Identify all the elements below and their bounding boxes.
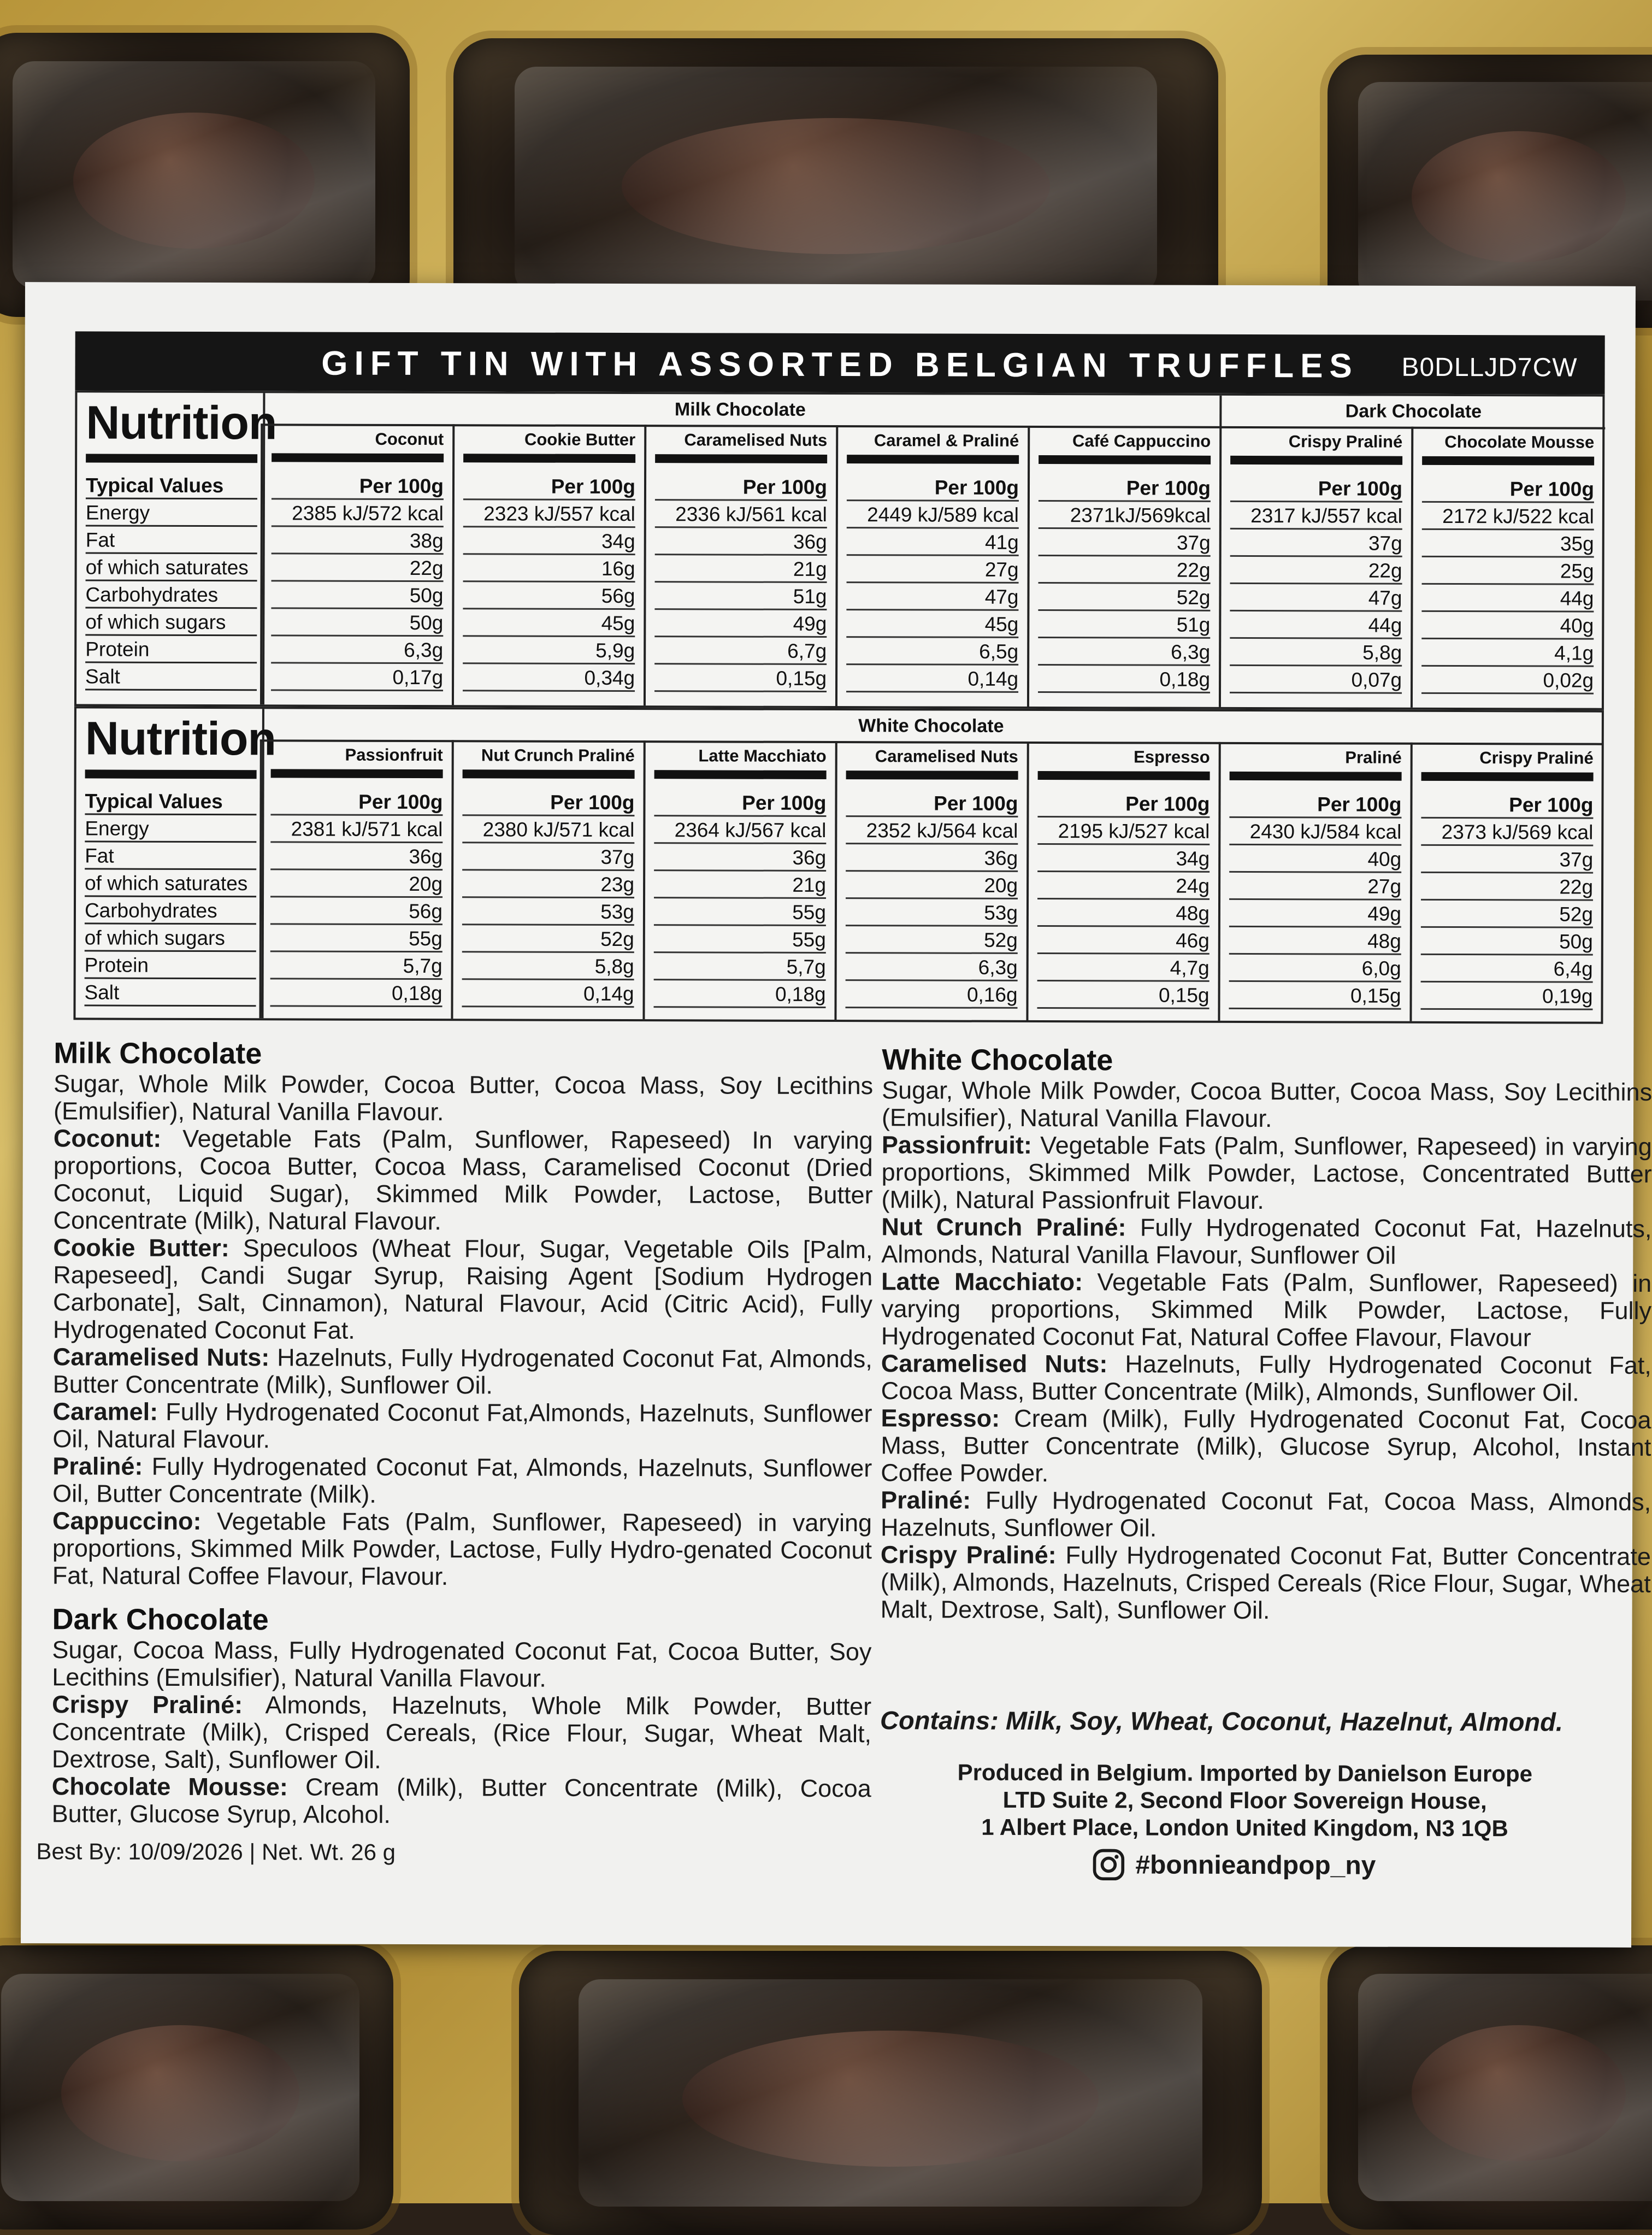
flavour-name: Coconut: — [53, 1124, 162, 1152]
nutrient-value: 51g — [1038, 611, 1210, 639]
truffle-cavity — [1328, 1945, 1652, 2230]
nutrient-value: 0,34g — [463, 664, 635, 692]
ingredient-list: Fully Hydrogenated Coconut Fat, Almonds, Hazelnuts, Sunflower Oil, Butter Concentrate (Milk). — [52, 1452, 872, 1508]
nutrient-value: 37g — [462, 844, 634, 871]
truffle-cavity — [0, 1945, 393, 2230]
flavour-name: Crispy Praliné — [1288, 432, 1403, 451]
nutrient-value: 21g — [654, 872, 826, 899]
nutrition-column — [834, 741, 1026, 1020]
nutrient-value: 0,07g — [1230, 667, 1402, 694]
nutrient-label: Typical Values — [85, 788, 256, 815]
ingredients-base-milk: Sugar, Whole Milk Powder, Cocoa Butter, Cocoa Mass, Soy Lecithins (Emulsifier), Natural Vanilla Flavour. — [53, 1069, 874, 1126]
nutrient-label: Carbohydrates — [85, 581, 257, 609]
nutrient-value: Per 100g — [463, 473, 635, 501]
ingredient-entry — [52, 1398, 872, 1455]
nutrient-value: 36g — [654, 844, 826, 872]
nutrient-value: 55g — [654, 899, 826, 926]
flavour-name: Café Cappuccino — [1072, 431, 1211, 451]
nutrition-column — [260, 424, 452, 705]
ingredient-list: Fully Hydrogenated Coconut Fat, Cocoa Mass, Almonds, Hazelnuts, Sunflower Oil. — [880, 1486, 1651, 1542]
nutrient-value: 0,15g — [654, 665, 827, 692]
nutrient-value: Per 100g — [846, 790, 1018, 817]
nutrient-label: of which saturates — [85, 870, 256, 897]
nutrient-value: 5,9g — [463, 637, 635, 664]
nutrient-value: 4,7g — [1037, 955, 1210, 982]
ingredient-entry — [881, 1486, 1651, 1543]
ingredient-list: Fully Hydrogenated Coconut Fat, Butter Concentrate (Milk), Almonds, Hazelnuts, Crisped Cereals (Rice Flour, Sugar, Wheat Malt, Dextrose, Salt), Sunflower Oil. — [880, 1541, 1651, 1625]
nutrient-value: 48g — [1229, 928, 1401, 955]
nutrient-value: 37g — [1421, 846, 1593, 874]
column-rule — [1039, 455, 1211, 464]
flavour-name: Passionfruit: — [881, 1131, 1032, 1159]
flavour-name: Caramelised Nuts — [875, 746, 1018, 766]
column-rule — [1421, 772, 1594, 781]
instagram-icon — [1092, 1848, 1125, 1881]
column-group-heading: Milk Chocolate — [261, 393, 1219, 428]
ingredient-list: Vegetable Fats (Palm, Sunflower, Rapeseed) in varying proportions, Skimmed Milk Powder, Lactose, Fully Hydrogenated Coconut Fat, Natural Coffee Flavour, Flavour — [881, 1268, 1652, 1352]
nutrient-value: 40g — [1229, 846, 1401, 873]
nutrient-value: 36g — [846, 845, 1018, 872]
column-rule — [654, 770, 827, 779]
nutrient-value: 2323 kJ/557 kcal — [463, 501, 635, 528]
nutrient-label: Protein — [85, 636, 257, 663]
column-rule — [1230, 772, 1402, 781]
nutrition-column — [451, 740, 643, 1019]
nutrient-value: 47g — [846, 584, 1018, 611]
nutrient-value: 2195 kJ/527 kcal — [1037, 818, 1210, 845]
ingredients-left-column — [52, 1036, 874, 1830]
nutrient-value: Per 100g — [847, 474, 1019, 502]
nutrition-labels — [75, 708, 276, 1018]
truffle-cavity — [0, 33, 410, 317]
truffle-cavity — [453, 38, 1218, 322]
nutrition-heading: Nutrition — [85, 712, 276, 766]
instagram-handle-text: #bonnieandpop_ny — [1135, 1850, 1376, 1880]
nutrient-value: 34g — [1037, 845, 1210, 873]
nutrient-value: 56g — [270, 898, 442, 925]
nutrient-value: 45g — [846, 611, 1018, 638]
nutrition-column — [1026, 742, 1218, 1021]
flavour-name: Passionfruit — [345, 745, 443, 765]
nutrient-value: 55g — [654, 926, 826, 954]
nutrient-value: 6,7g — [654, 638, 827, 665]
nutrient-value: 52g — [462, 926, 634, 953]
ingredients-right-column — [881, 1043, 1652, 1625]
nutrient-label: of which sugars — [85, 925, 256, 952]
column-rule — [847, 455, 1019, 464]
nutrient-value: 2430 kJ/584 kcal — [1229, 819, 1401, 846]
nutrient-label: Salt — [85, 663, 257, 691]
section-heading-white: White Chocolate — [882, 1043, 1113, 1077]
nutrient-value: Per 100g — [1421, 792, 1593, 819]
nutrient-value: 0,16g — [846, 981, 1018, 1009]
producer-line: LTD Suite 2, Second Floor Sovereign House, — [1002, 1786, 1487, 1814]
instagram-handle — [1092, 1848, 1376, 1882]
heading-rule — [85, 769, 257, 779]
nutrient-value: 0,02g — [1421, 667, 1594, 695]
nutrient-value: 6,0g — [1229, 955, 1401, 983]
section-heading-milk: Milk Chocolate — [54, 1037, 262, 1071]
ingredient-list: Vegetable Fats (Palm, Sunflower, Rapeseed) in varying proportions, Skimmed Milk Powder, Lactose, Fully Hydro-genated Coconut Fat, Natural Coffee Flavour, Flavour. — [52, 1507, 872, 1591]
nutrient-value: 34g — [463, 528, 635, 555]
nutrient-value: 40g — [1421, 613, 1594, 640]
flavour-name: Cookie Butter: — [53, 1233, 229, 1262]
nutrient-value: 23g — [462, 871, 634, 898]
nutrient-value: 2381 kJ/571 kcal — [270, 816, 442, 843]
nutrient-value: 0,18g — [654, 981, 826, 1008]
column-rule — [271, 769, 443, 778]
ingredient-entry — [881, 1541, 1651, 1625]
nutrient-value: 49g — [1229, 901, 1401, 928]
nutrient-value: 21g — [655, 556, 827, 583]
ingredient-list: Hazelnuts, Fully Hydrogenated Coconut Fat, Almonds, Butter Concentrate (Milk), Sunflower Oil. — [52, 1343, 872, 1399]
nutrient-value: 24g — [1037, 873, 1210, 900]
flavour-name: Praliné: — [52, 1452, 143, 1480]
nutrient-value: 45g — [463, 610, 635, 637]
flavour-name: Crispy Praliné: — [52, 1690, 243, 1719]
nutrient-label: Fat — [86, 527, 257, 554]
nutrient-value: 44g — [1230, 612, 1402, 639]
nutrient-value: 0,14g — [846, 666, 1018, 693]
nutrient-value: 0,15g — [1037, 982, 1210, 1009]
nutrient-value: Per 100g — [1229, 791, 1401, 819]
nutrient-value: 2385 kJ/572 kcal — [272, 500, 444, 527]
nutrient-value: 16g — [463, 555, 635, 583]
nutrient-value: 27g — [1229, 873, 1401, 901]
ingredient-entry — [52, 1691, 871, 1775]
producer-address — [917, 1758, 1573, 1842]
nutrient-value: 2380 kJ/571 kcal — [462, 816, 634, 844]
ingredient-list: Fully Hydrogenated Coconut Fat, Hazelnuts, Almonds, Natural Vanilla Flavour, Sunflower Oil — [881, 1213, 1652, 1269]
nutrition-heading: Nutrition — [86, 396, 277, 450]
ingredient-entry — [881, 1404, 1651, 1489]
nutrient-value: 36g — [270, 843, 442, 871]
flavour-name: Caramel & Praliné — [874, 431, 1019, 450]
nutrient-value: 2373 kJ/569 kcal — [1421, 819, 1593, 846]
nutrient-value: 2317 kJ/557 kcal — [1230, 503, 1402, 530]
nutrient-value: 50g — [271, 609, 443, 637]
nutrient-value: 55g — [270, 925, 442, 952]
section-heading-dark: Dark Chocolate — [52, 1603, 269, 1637]
flavour-name: Espresso — [1134, 747, 1210, 767]
flavour-name: Cookie Butter — [524, 430, 636, 450]
nutrient-value: 44g — [1421, 585, 1594, 613]
nutrient-value: 50g — [271, 582, 443, 609]
nutrient-value: 52g — [1421, 901, 1593, 928]
nutrient-value: 6,3g — [271, 637, 443, 664]
column-rule — [846, 771, 1018, 780]
nutrition-column — [835, 425, 1028, 707]
allergen-statement: Contains: Milk, Soy, Wheat, Coconut, Hazelnut, Almond. — [880, 1705, 1564, 1737]
column-group-heading: White Chocolate — [260, 709, 1602, 745]
nutrient-value: 46g — [1037, 927, 1210, 955]
nutrient-value: Per 100g — [1230, 475, 1402, 503]
best-by-net-weight: Best By: 10/09/2026 | Net. Wt. 26 g — [36, 1838, 396, 1865]
nutrient-label: Fat — [85, 843, 256, 870]
nutrient-value: 49g — [654, 610, 827, 638]
nutrient-value: 2352 kJ/564 kcal — [846, 817, 1018, 845]
ingredient-entry — [881, 1213, 1651, 1270]
flavour-name: Cappuccino: — [52, 1507, 202, 1535]
nutrient-value: Per 100g — [654, 790, 826, 817]
flavour-name: Latte Macchiato: — [881, 1267, 1083, 1296]
column-rule — [655, 454, 827, 463]
nutrition-column — [642, 740, 835, 1020]
nutrient-value: Per 100g — [655, 474, 827, 501]
nutrient-value: Per 100g — [272, 473, 444, 500]
nutrient-value: Per 100g — [1039, 475, 1211, 502]
nutrient-value: Per 100g — [462, 789, 634, 816]
flavour-name: Caramelised Nuts: — [881, 1349, 1108, 1378]
flavour-name: Praliné — [1345, 748, 1402, 767]
flavour-name: Coconut — [375, 429, 444, 449]
flavour-name: Caramelised Nuts: — [52, 1343, 270, 1372]
nutrition-column — [259, 739, 451, 1019]
ingredients-base-dark: Sugar, Cocoa Mass, Fully Hydrogenated Coconut Fat, Cocoa Butter, Soy Lecithins (Emulsifier), Natural Vanilla Flavour. — [52, 1636, 872, 1692]
nutrition-column — [1411, 427, 1603, 708]
ingredient-list: Almonds, Hazelnuts, Whole Milk Powder, Butter Concentrate (Milk), Crisped Cereals, (Rice Flour, Sugar, Wheat Malt, Dextrose, Salt), Sunflower Oil. — [51, 1691, 872, 1774]
nutrition-labels — [76, 392, 277, 704]
ingredient-list: Vegetable Fats (Palm, Sunflower, Rapeseed) in varying proportions, Skimmed Milk Powder, Lactose, Concentrated Butter (Milk), Natural Passionfruit Flavour. — [881, 1131, 1652, 1215]
nutrient-value: 0,18g — [1038, 666, 1210, 693]
flavour-name: Nut Crunch Praliné — [481, 745, 635, 766]
producer-line: 1 Albert Place, London United Kingdom, N3 1QB — [981, 1814, 1508, 1842]
nutrient-value: 6,3g — [846, 954, 1018, 981]
nutrient-value: Per 100g — [270, 789, 442, 816]
flavour-name: Nut Crunch Praliné: — [881, 1213, 1126, 1242]
ingredient-list: Hazelnuts, Fully Hydrogenated Coconut Fat, Cocoa Mass, Butter Concentrate (Milk), Almonds, Sunflower Oil. — [881, 1350, 1651, 1407]
nutrient-value: 0,14g — [462, 980, 634, 1008]
ingredient-entry — [52, 1773, 871, 1830]
nutrient-value: 5,7g — [654, 954, 826, 981]
flavour-name: Caramel: — [52, 1397, 158, 1426]
ingredient-list: Speculoos (Wheat Flour, Sugar, Vegetable Oils [Palm, Rapeseed], Candi Sugar Syrup, Raising Agent [Sodium Hydrogen Carbonate], Salt, Cinnamon), Natural Flavour, Acid (Citric Acid), Fully Hydrogenated Coconut Fat. — [52, 1234, 873, 1344]
heading-rule — [86, 454, 257, 463]
nutrient-label: Energy — [85, 815, 256, 843]
column-rule — [463, 769, 635, 779]
nutrient-value: 22g — [1039, 557, 1211, 584]
ingredient-entry — [53, 1234, 873, 1345]
nutrient-value: 2364 kJ/567 kcal — [654, 817, 826, 844]
truffle-cavity — [519, 1951, 1262, 2235]
nutrient-value: 2449 kJ/589 kcal — [847, 502, 1019, 529]
nutrient-label: of which saturates — [86, 554, 257, 581]
column-rule — [272, 453, 444, 462]
nutrient-label: Protein — [85, 952, 256, 979]
nutrient-value: 4,1g — [1421, 640, 1594, 667]
producer-line: Produced in Belgium. Imported by Danielson Europe — [957, 1759, 1533, 1787]
nutrient-value: 20g — [270, 871, 442, 898]
nutrition-table-milk-dark — [74, 390, 1605, 710]
nutrient-value: 52g — [846, 927, 1018, 954]
nutrient-value: 6,4g — [1421, 956, 1593, 983]
nutrient-value: 53g — [462, 898, 634, 926]
nutrient-value: 56g — [463, 583, 635, 610]
nutrient-value: 22g — [272, 555, 444, 582]
nutrient-value: Per 100g — [1037, 791, 1210, 818]
nutrient-value: 35g — [1422, 531, 1594, 558]
nutrient-value: 20g — [846, 872, 1018, 899]
nutrient-label: Salt — [85, 979, 256, 1007]
ingredients-base-white: Sugar, Whole Milk Powder, Cocoa Butter, Cocoa Mass, Soy Lecithins (Emulsifier), Natural Vanilla Flavour. — [881, 1076, 1652, 1133]
nutrition-column — [644, 425, 836, 706]
nutrition-column — [452, 424, 644, 705]
nutrient-value: 38g — [272, 527, 444, 555]
ingredient-entry — [53, 1343, 872, 1400]
product-label-card — [21, 282, 1652, 1948]
nutrient-value: 36g — [655, 528, 827, 556]
nutrient-value: Per 100g — [1422, 476, 1594, 503]
column-group-heading: Dark Chocolate — [1219, 396, 1605, 430]
nutrient-value: 47g — [1230, 585, 1402, 612]
nutrient-value: 50g — [1421, 928, 1593, 956]
nutrient-value: 0,18g — [270, 980, 442, 1007]
nutrient-value: 6,5g — [846, 638, 1018, 666]
ingredient-list: Cream (Milk), Butter Concentrate (Milk), Cocoa Butter, Glucose Syrup, Alcohol. — [51, 1773, 871, 1828]
ingredient-entry — [882, 1131, 1652, 1215]
nutrient-label: Carbohydrates — [85, 897, 256, 925]
nutrient-value: 2371kJ/569kcal — [1039, 502, 1211, 530]
flavour-name: Praliné: — [881, 1486, 971, 1514]
column-rule — [1422, 456, 1594, 466]
product-code: B0DLLJD7CW — [1401, 352, 1578, 383]
flavour-name: Chocolate Mousse: — [51, 1772, 288, 1801]
ingredient-list: Cream (Milk), Fully Hydrogenated Coconut Fat, Cocoa Mass, Butter Concentrate (Milk), Glucose Syrup, Alcohol, Instant Coffee Powder. — [881, 1404, 1651, 1487]
nutrient-value: 27g — [847, 556, 1019, 584]
product-title: GIFT TIN WITH ASSORTED BELGIAN TRUFFLES — [321, 344, 1359, 385]
nutrient-value: 0,15g — [1229, 983, 1401, 1010]
nutrient-value: 5,8g — [1230, 639, 1402, 667]
ingredient-entry — [881, 1268, 1651, 1352]
nutrient-value: 51g — [654, 583, 827, 610]
nutrient-value: 0,19g — [1421, 983, 1593, 1010]
flavour-name: Crispy Praliné: — [880, 1540, 1057, 1569]
nutrient-label: of which sugars — [85, 609, 257, 636]
nutrient-value: 52g — [1038, 584, 1210, 611]
nutrient-value: 6,3g — [1038, 639, 1210, 666]
flavour-name: Caramelised Nuts — [684, 430, 828, 450]
nutrition-column — [1409, 743, 1602, 1022]
nutrient-value: 22g — [1230, 557, 1402, 585]
nutrient-value: 22g — [1421, 874, 1593, 901]
ingredient-entry — [52, 1507, 872, 1591]
nutrient-value: 25g — [1422, 558, 1594, 585]
nutrient-value: 0,17g — [271, 664, 443, 691]
nutrition-column — [1027, 426, 1219, 707]
flavour-name: Chocolate Mousse — [1444, 432, 1595, 452]
nutrition-column — [1219, 426, 1411, 708]
column-rule — [1230, 456, 1402, 465]
ingredient-entry — [53, 1125, 873, 1236]
nutrient-value: 2336 kJ/561 kcal — [655, 501, 827, 528]
flavour-name: Espresso: — [881, 1404, 1000, 1432]
flavour-name: Latte Macchiato — [698, 746, 827, 766]
nutrition-table-white — [73, 706, 1603, 1024]
nutrient-label: Energy — [86, 499, 257, 527]
nutrient-value: 37g — [1230, 530, 1402, 557]
nutrient-value: 5,8g — [462, 953, 634, 980]
nutrition-column — [1218, 742, 1410, 1021]
nutrient-value: 53g — [846, 899, 1018, 927]
ingredient-list: Fully Hydrogenated Coconut Fat,Almonds, Hazelnuts, Sunflower Oil, Natural Flavour. — [52, 1397, 872, 1454]
ingredient-entry — [881, 1350, 1651, 1407]
column-rule — [1038, 771, 1210, 780]
nutrient-label: Typical Values — [86, 472, 257, 499]
nutrient-value: 5,7g — [270, 952, 442, 980]
ingredient-list: Vegetable Fats (Palm, Sunflower, Rapeseed) In varying proportions, Cocoa Butter, Cocoa Mass, Caramelised Coconut (Dried Coconut, Liquid Sugar), Skimmed Milk Powder, Lactose, Butter Concentrate (Milk), Natural Flavour. — [53, 1124, 873, 1236]
nutrient-value: 2172 kJ/522 kcal — [1422, 503, 1594, 531]
column-rule — [463, 454, 635, 463]
nutrient-value: 48g — [1037, 900, 1210, 927]
flavour-name: Crispy Praliné — [1479, 748, 1594, 768]
title-bar — [75, 331, 1604, 394]
ingredient-entry — [52, 1452, 872, 1509]
nutrient-value: 41g — [847, 529, 1019, 556]
nutrient-value: 37g — [1039, 530, 1211, 557]
